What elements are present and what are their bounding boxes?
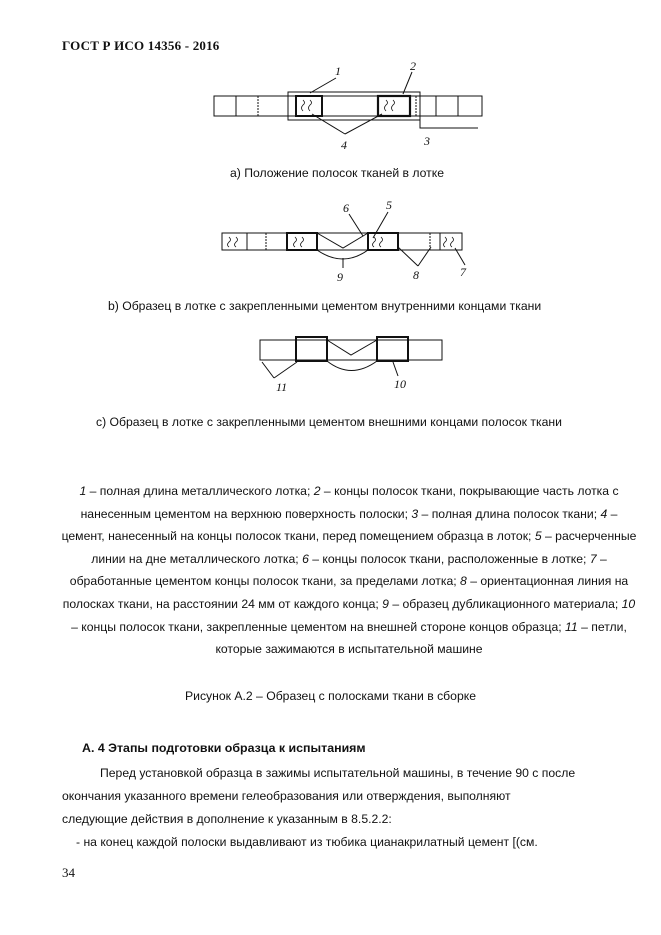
cement-end-right-c: [377, 337, 408, 361]
legend-num: 8: [460, 574, 467, 589]
paragraph-line: окончания указанного времени гелеобразования или отверждения, выполняют: [62, 789, 511, 803]
cement-end-left-c: [296, 337, 327, 361]
legend-num: 1: [79, 484, 87, 498]
callout-11: 11: [276, 380, 288, 394]
legend-item: 9 – образец дубликационного материала;: [382, 596, 622, 611]
section-heading: А. 4 Этапы подготовки образца к испытаниям: [82, 741, 366, 755]
specimen-sag-c: [327, 361, 377, 371]
legend-item: 8 – ориентационная линия на полосках ткани, на расстоянии 24 мм от каждого конца;: [62, 574, 629, 611]
legend-num: 10: [621, 596, 636, 611]
legend-num: 6: [302, 551, 309, 566]
fabric-strip-a: [214, 96, 482, 116]
diagram-c: [260, 337, 442, 378]
tray-end-left-b: [287, 233, 317, 250]
legend-num: 5: [534, 529, 542, 544]
legend-num: 9: [382, 596, 389, 611]
figure-legend: [60, 480, 638, 661]
figure-title: Рисунок А.2 – Образец с полосками ткани в сборке: [185, 689, 476, 703]
legend-item: 3 – полная длина полосок ткани;: [411, 506, 601, 521]
legend-item: 4 – цемент, нанесенный на концы полосок ткани, перед помещением образца в лоток;: [61, 506, 618, 544]
legend-num: 2: [313, 484, 321, 498]
callout-5: 5: [386, 198, 392, 212]
diagram-b: [222, 212, 465, 268]
callout-8: 8: [413, 268, 419, 282]
caption-b: b) Образец в лотке с закрепленными цементом внутренними концами ткани: [108, 299, 542, 313]
legend-num: 3: [411, 506, 419, 521]
callout-1: 1: [335, 64, 341, 78]
fabric-strip-c: [260, 340, 442, 360]
legend-item: 11 – петли, которые зажимаются в испытательной машине: [215, 619, 627, 657]
legend-item: 5 – расчерченные линии на дне металлического лотка;: [91, 529, 637, 566]
page-number: 34: [62, 865, 75, 880]
leader-7: [455, 248, 465, 265]
legend-num: 7: [589, 551, 597, 566]
legend-item: 7 – обработанные цементом концы полосок ткани, за пределами лотка;: [69, 551, 607, 589]
legend-num: 11: [565, 619, 578, 634]
leader-10: [393, 362, 398, 376]
leader-11a: [262, 362, 274, 378]
callout-2: 2: [410, 59, 416, 73]
callout-10: 10: [394, 377, 406, 391]
paragraph-line: - на конец каждой полоски выдавливают из тюбика цианакрилатный цемент [(см.: [76, 835, 538, 849]
document-header: ГОСТ Р ИСО 14356 - 2016: [62, 38, 220, 53]
callout-3: 3: [424, 134, 430, 148]
legend-item: 6 – концы полосок ткани, расположенные в лотке;: [302, 551, 590, 566]
legend-item: 10 – концы полосок ткани, закрепленные цементом на внешней стороне концов образца;: [71, 596, 636, 634]
paragraph-line: Перед установкой образца в зажимы испытательной машины, в течение 90 с после: [100, 766, 576, 780]
caption-c: c) Образец в лотке с закрепленными цементом внешними концами полосок ткани: [96, 415, 562, 429]
callout-9: 9: [337, 270, 343, 284]
leader-3: [420, 120, 478, 128]
leader-2: [403, 72, 412, 94]
leader-5: [373, 212, 388, 238]
specimen-fold-c: [327, 340, 377, 355]
specimen-fold-b: [317, 233, 368, 248]
leader-1: [310, 78, 336, 93]
callout-7: 7: [460, 265, 466, 279]
diagram-a: [214, 72, 482, 134]
leader-11b: [274, 362, 297, 378]
cement-end-right-a: [378, 96, 410, 116]
callout-6: 6: [343, 201, 349, 215]
caption-a: а) Положение полосок тканей в лотке: [230, 166, 444, 180]
legend-item: 1 – полная длина металлического лотка;: [79, 484, 314, 498]
legend-item: 2 – концы полосок ткани, покрывающие часть лотка с нанесенным цементом на верхнюю поверхность полоски;: [80, 484, 619, 521]
leader-4b: [345, 114, 382, 134]
legend-num: 4: [600, 506, 608, 521]
tray-end-right-b: [368, 233, 398, 250]
leader-4a: [312, 114, 345, 134]
paragraph-line: следующие действия в дополнение к указанным в 8.5.2.2:: [62, 812, 392, 826]
specimen-sag-b: [317, 250, 368, 259]
callout-4: 4: [341, 138, 347, 152]
